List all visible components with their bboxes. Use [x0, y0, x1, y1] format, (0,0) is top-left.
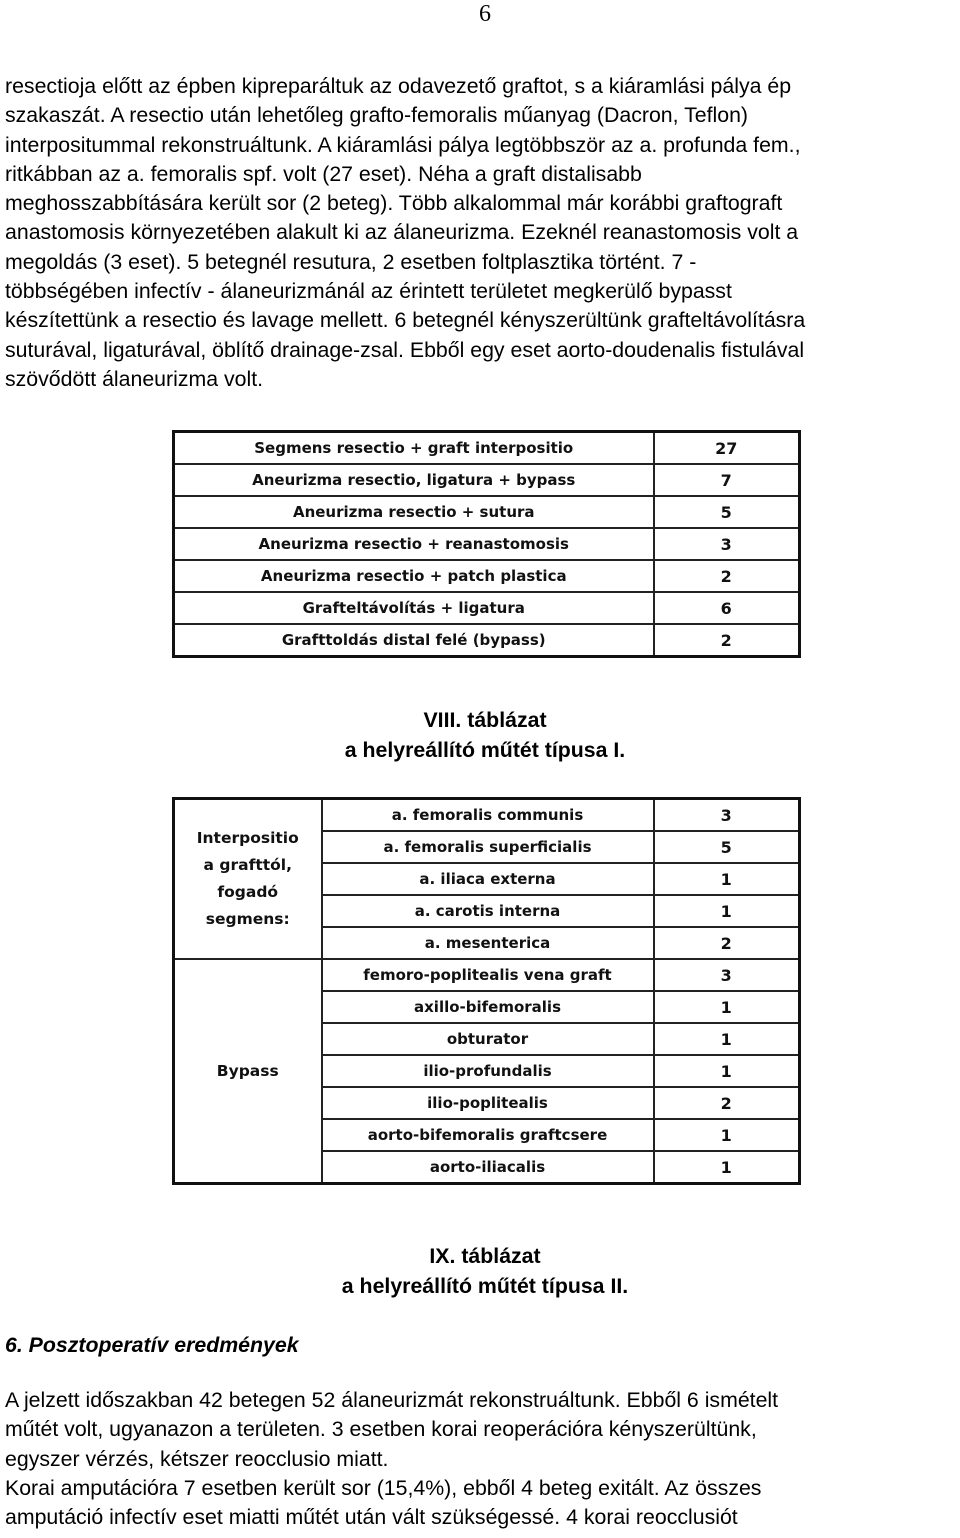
table-cell-value: 6: [654, 592, 800, 624]
table-cell-value: 3: [654, 959, 800, 991]
table-row: [174, 496, 800, 528]
table-cell-label: a. carotis interna: [322, 895, 654, 927]
table-cell-label: ilio-profundalis: [322, 1055, 654, 1087]
table-cell-label: femoro-poplitealis vena graft: [322, 959, 654, 991]
table-row: [174, 560, 800, 592]
page-number: 6: [479, 1, 491, 27]
caption-title: IX. táblázat: [429, 1244, 541, 1268]
table-cell-value: 5: [654, 496, 800, 528]
table-cell-label: a. femoralis superficialis: [322, 831, 654, 863]
table-cell-value: 3: [654, 799, 800, 832]
repair-type-table-2: [172, 797, 801, 1185]
table-cell-value: 1: [654, 1023, 800, 1055]
group-label-line: segmens:: [205, 910, 290, 928]
intro-line: resectioja előtt az épben kipreparáltuk az odavezető graftot, s a kiáramlási pálya ép: [5, 74, 792, 98]
intro-line: többségében infectív - álaneurizmánál az érintett területet megkerülő bypasst: [5, 279, 732, 304]
repair-type-table-1: [172, 430, 801, 658]
results-line: műtét volt, ugyanazon a területen. 3 esetben korai reoperációra kényszerültünk,: [5, 1417, 757, 1442]
table-cell-value: 2: [654, 927, 800, 959]
table-cell-label: Aneurizma resectio + sutura: [174, 496, 654, 528]
table-row: [174, 624, 800, 657]
caption-subtitle: a helyreállító műtét típusa II.: [341, 1274, 629, 1298]
table-caption-viii: [240, 705, 730, 765]
table-cell-value: 1: [654, 1119, 800, 1151]
results-line: Korai amputációra 7 esetben került sor (15,4%), ebből 4 beteg exitált. Az összes: [5, 1475, 762, 1500]
table-cell-label: ilio-poplitealis: [322, 1087, 654, 1119]
table-cell-label: a. mesenterica: [322, 927, 654, 959]
table-row: [174, 432, 800, 465]
section-heading: 6. Posztoperatív eredmények: [5, 1333, 299, 1357]
group-label-line: fogadó: [217, 883, 279, 901]
intro-line: szakaszát. A resectio után lehetőleg grafto-femoralis műanyag (Dacron, Teflon): [5, 103, 749, 128]
table-cell-value: 2: [654, 624, 800, 657]
results-line: A jelzett időszakban 42 betegen 52 álaneurizmát rekonstruáltunk. Ebből 6 ismételt: [5, 1388, 779, 1412]
intro-line: megoldás (3 eset). 5 betegnél resutura, 2 esetben foltplasztika történt. 7 -: [5, 249, 697, 274]
table-cell-value: 3: [654, 528, 800, 560]
caption-subtitle: a helyreállító műtét típusa I.: [344, 738, 626, 762]
table-cell-value: 1: [654, 1151, 800, 1184]
table-row: [174, 959, 800, 991]
table-cell-value: 1: [654, 1055, 800, 1087]
table-cell-value: 1: [654, 991, 800, 1023]
table-cell-value: 1: [654, 895, 800, 927]
intro-line: ritkábban az a. femoralis spf. volt (27 eset). Néha a graft distalisabb: [5, 161, 642, 186]
table-cell-label: Grafttoldás distal felé (bypass): [174, 624, 654, 657]
intro-paragraph: [5, 72, 957, 394]
table-row: [174, 464, 800, 496]
caption-title: VIII. táblázat: [423, 708, 547, 732]
intro-line: suturával, ligaturával, öblítő drainage-zsal. Ebből egy eset aorto-doudenalis fistulával: [5, 337, 805, 362]
intro-line: anastomosis környezetében alakult ki az álaneurizma. Ezeknél reanastomosis volt a: [5, 220, 799, 245]
table-cell-label: a. femoralis communis: [322, 799, 654, 832]
table-cell-value: 7: [654, 464, 800, 496]
table-cell-label: a. iliaca externa: [322, 863, 654, 895]
table-cell-label: aorto-iliacalis: [322, 1151, 654, 1184]
table-cell-label: aorto-bifemoralis graftcsere: [322, 1119, 654, 1151]
table-cell-label: Grafteltávolítás + ligatura: [174, 592, 654, 624]
table-row: [174, 592, 800, 624]
intro-line: interpositummal rekonstruáltunk. A kiáramlási pálya legtöbbször az a. profunda fem.,: [5, 132, 801, 157]
table-cell-label: Aneurizma resectio, ligatura + bypass: [174, 464, 654, 496]
intro-line: szövődött álaneurizma volt.: [5, 366, 264, 391]
table-cell-label: obturator: [322, 1023, 654, 1055]
table-cell-label: Aneurizma resectio + reanastomosis: [174, 528, 654, 560]
group-label-line: Interpositio: [196, 829, 299, 847]
group-label-bypass: Bypass: [174, 959, 322, 1184]
table-cell-value: 2: [654, 1087, 800, 1119]
table-cell-label: Aneurizma resectio + patch plastica: [174, 560, 654, 592]
table-cell-value: 1: [654, 863, 800, 895]
results-line: amputáció infectív eset miatti műtét után vált szükségessé. 4 korai reocclusiót: [5, 1505, 738, 1530]
group-label-interpositio: [174, 799, 322, 960]
table-cell-label: Segmens resectio + graft interpositio: [174, 432, 654, 465]
table-cell-value: 27: [654, 432, 800, 465]
results-line: egyszer vérzés, kétszer reocclusio miatt.: [5, 1446, 389, 1471]
table-caption-ix: [240, 1241, 730, 1301]
table-cell-value: 5: [654, 831, 800, 863]
intro-line: készítettünk a resectio és lavage mellett. 6 betegnél kényszerültünk grafteltávolításra: [5, 308, 806, 333]
table-cell-value: 2: [654, 560, 800, 592]
table-row: [174, 528, 800, 560]
table-row: [174, 799, 800, 832]
results-paragraph: [5, 1386, 957, 1532]
group-label-line: a grafttól,: [203, 856, 292, 874]
table-cell-label: axillo-bifemoralis: [322, 991, 654, 1023]
intro-line: meghosszabbítására került sor (2 beteg). Több alkalommal már korábbi graftograft: [5, 191, 783, 216]
